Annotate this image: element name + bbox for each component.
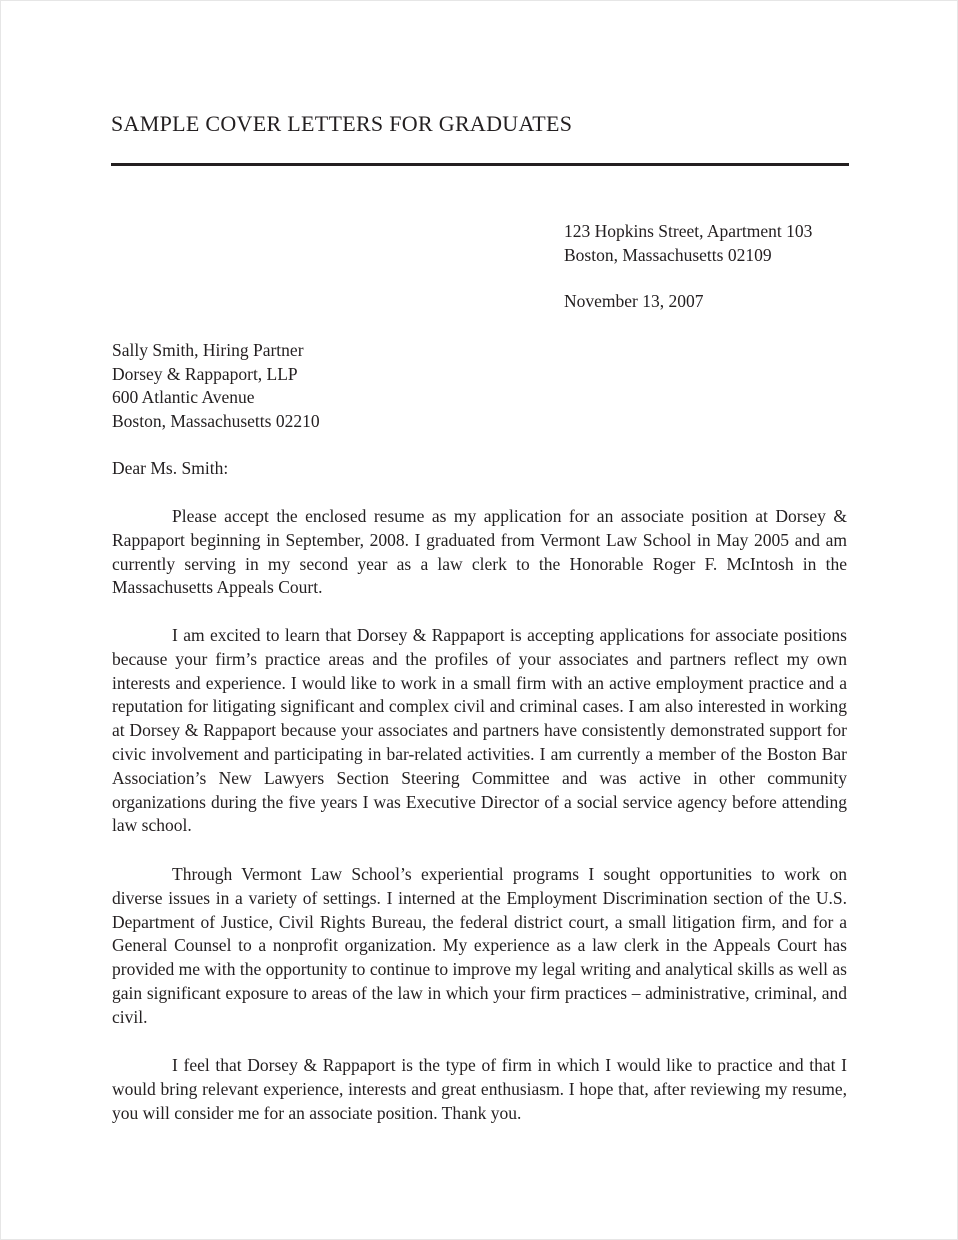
recipient-street: 600 Atlantic Avenue <box>112 387 255 407</box>
document-title: SAMPLE COVER LETTERS FOR GRADUATES <box>111 111 573 136</box>
body-paragraph-2: I am excited to learn that Dorsey & Rappaport is accepting applications for associate positions because your firm’s practice areas and the profiles of your associates and partners reflect my own interests and experience. I would like to work in a small firm with an active employment practice and a reputation for litigating significant and complex civil and criminal cases. I am also interested in working at Dorsey & Rappaport because your associates and partners have consistently demonstrated support for civic involvement and participating in bar-related activities. I am currently a member of the Boston Bar Association’s New Lawyers Section Steering Committee and was active in other community organizations during the five years I was Executive Director of a social service agency before attending law school. <box>112 625 847 836</box>
recipient-city: Boston, Massachusetts 02210 <box>112 410 320 431</box>
body-paragraph-1: Please accept the enclosed resume as my application for an associate position at Dorsey & Rappaport beginning in September, 2008. I graduated from Vermont Law School in May 2005 and am currently serving in my second year as a law clerk to the Honorable Roger F. McIntosh in the Massachusetts Appeals Court. <box>112 506 847 598</box>
sender-address <box>564 219 812 267</box>
body-paragraph-4: I feel that Dorsey & Rappaport is the type of firm in which I would like to practice and that I would bring relevant experience, interests and great enthusiasm. I hope that, after reviewing my resume, you will consider me for an associate position. Thank you. <box>112 1055 847 1123</box>
letter-date: November 13, 2007 <box>564 291 704 311</box>
sender-address-line1: 123 Hopkins Street, Apartment 103 <box>564 221 813 241</box>
body-paragraph-3: Through Vermont Law School’s experiential programs I sought opportunities to work on diverse issues in a variety of settings. I interned at the Employment Discrimination section of the U.S. Department of Justice, Civil Rights Bureau, the federal district court, a small litigation firm, and for a General Counsel to a nonprofit organization. My experience as a law clerk in the Appeals Court has provided me with the opportunity to continue to improve my legal writing and analytical skills as well as gain significant exposure to areas of the law in which your firm practices – administrative, criminal, and civil. <box>112 864 847 1027</box>
recipient-firm: Dorsey & Rappaport, LLP <box>112 363 298 384</box>
title-divider <box>111 163 849 166</box>
sender-address-line2: Boston, Massachusetts 02109 <box>564 245 772 265</box>
recipient-address <box>112 339 320 433</box>
recipient-name: Sally Smith, Hiring Partner <box>112 340 304 360</box>
salutation: Dear Ms. Smith: <box>112 458 229 478</box>
